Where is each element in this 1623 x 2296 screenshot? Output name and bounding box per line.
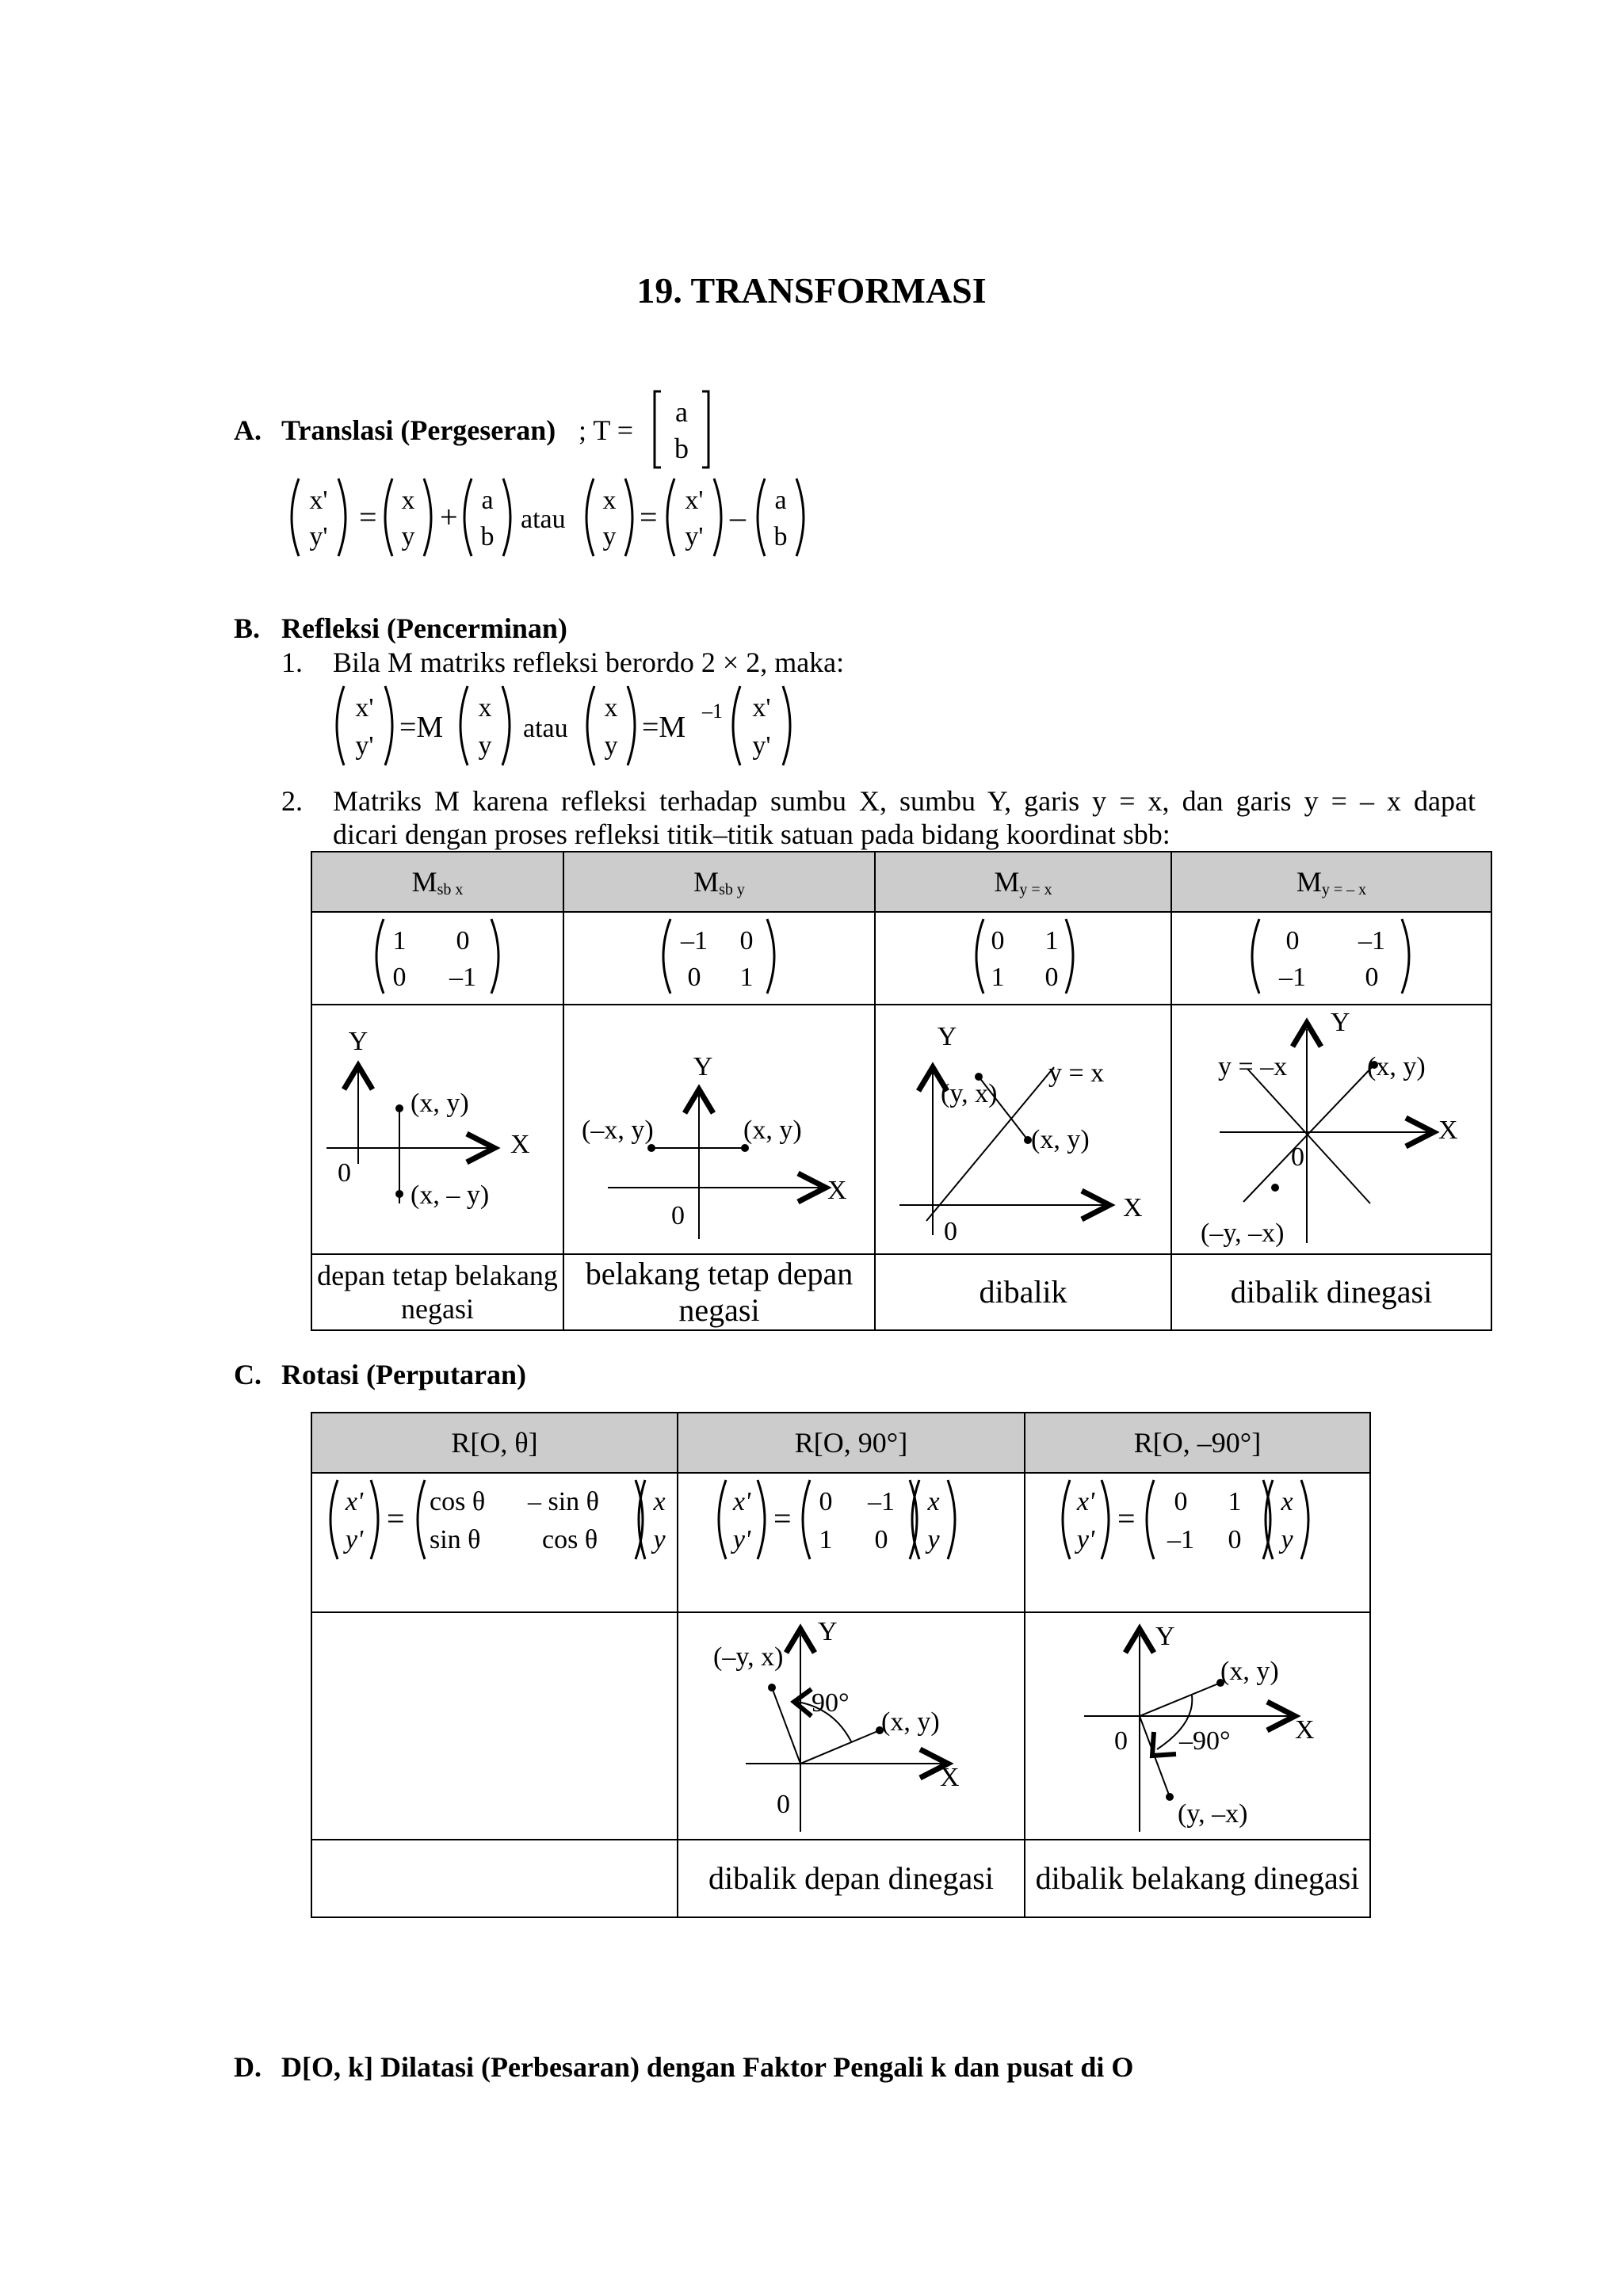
svg-text:y: y (604, 731, 618, 761)
svg-text:y': y' (345, 1525, 364, 1554)
svg-text:0: 0 (687, 963, 701, 992)
svg-text:1: 1 (819, 1525, 833, 1554)
svg-text:0: 0 (1285, 926, 1300, 955)
svg-text:(x, y): (x, y) (411, 1089, 469, 1118)
svg-text:y': y' (685, 522, 704, 551)
svg-text:x: x (1281, 1487, 1293, 1516)
svg-text:x: x (401, 486, 415, 515)
svg-text:cos θ: cos θ (542, 1525, 598, 1554)
svg-text:0: 0 (819, 1487, 833, 1516)
header-msbx: $M_{sb x}$ (311, 852, 563, 912)
caption-msby: belakang tetap depan negasi (563, 1254, 875, 1330)
svg-text:(y, –x): (y, –x) (1178, 1799, 1248, 1829)
svg-text:y: y (653, 1525, 666, 1554)
section-c-label: C. (234, 1359, 262, 1390)
graph-msby (563, 1005, 875, 1254)
svg-text:atau: atau (523, 714, 568, 743)
section-b-label: B. (234, 612, 261, 644)
svg-text:(x, y): (x, y) (1220, 1657, 1279, 1686)
svg-text:0: 0 (1228, 1525, 1242, 1554)
point-x-negy (395, 1190, 403, 1198)
item2-line1: Matriks M karena refleksi terhadap sumbu X, sumbu Y, garis y = x, dan garis y = – x dapat (333, 785, 1476, 817)
svg-text:1: 1 (392, 926, 407, 955)
svg-text:a: a (481, 486, 494, 515)
svg-text:(–x, y): (–x, y) (582, 1116, 654, 1145)
matrix-msbx (311, 912, 563, 1005)
svg-text:=: = (387, 1501, 405, 1536)
rot-matrix-theta (311, 1473, 678, 1612)
svg-text:(x, y): (x, y) (1031, 1125, 1090, 1154)
svg-text:y: y (927, 1525, 940, 1554)
svg-text:x: x (604, 693, 618, 723)
svg-text:b: b (773, 522, 788, 551)
svg-text:=M: =M (642, 711, 686, 744)
svg-text:–90°: –90° (1179, 1726, 1231, 1756)
svg-text:Y: Y (937, 1022, 957, 1051)
svg-text:X: X (1123, 1193, 1143, 1222)
svg-text:1: 1 (739, 963, 754, 992)
section-a-label: A. (234, 414, 262, 446)
svg-text:a: a (774, 486, 787, 515)
rot-matrix-neg90 (1025, 1473, 1370, 1612)
svg-text:(x, y): (x, y) (881, 1707, 940, 1737)
svg-text:(y, x): (y, x) (941, 1079, 998, 1108)
item2-num: 2. (281, 785, 303, 817)
page-title: 19. TRANSFORMASI (636, 270, 987, 311)
svg-text:x': x' (1076, 1487, 1095, 1516)
svg-text:–1: –1 (1358, 926, 1385, 955)
svg-text:=: = (640, 499, 658, 535)
svg-text:x': x' (685, 486, 704, 515)
reflection-formulas (327, 681, 818, 770)
svg-text:x': x' (732, 1487, 751, 1516)
point-xy (741, 1144, 749, 1152)
svg-text:(x, y): (x, y) (1367, 1052, 1426, 1081)
svg-text:y': y' (309, 522, 328, 551)
svg-text:0: 0 (456, 926, 470, 955)
svg-text:atau: atau (521, 505, 566, 534)
svg-text:y': y' (752, 731, 771, 761)
header-myx: $M_{y = x}$ (875, 852, 1171, 912)
rot-matrix-90 (678, 1473, 1025, 1612)
svg-text:x: x (653, 1487, 666, 1516)
rotation-caption-row (311, 1840, 1370, 1917)
svg-text:–1: –1 (702, 700, 723, 723)
svg-text:–1: –1 (681, 926, 708, 955)
svg-text:y: y (602, 522, 617, 551)
section-d-label: D. (234, 2051, 262, 2083)
svg-text:x': x' (752, 693, 771, 723)
svg-text:0: 0 (739, 926, 754, 955)
caption-myx: dibalik (875, 1254, 1171, 1330)
svg-text:0: 0 (777, 1790, 790, 1819)
matrix-msby (563, 912, 875, 1005)
translation-formulas (281, 474, 820, 561)
svg-text:Y: Y (693, 1052, 713, 1081)
svg-text:– sin θ: – sin θ (528, 1487, 599, 1516)
rot-graph-theta-empty (311, 1612, 678, 1840)
svg-text:+: + (440, 499, 458, 535)
rotation-matrix-row (311, 1473, 1370, 1612)
svg-text:X: X (1438, 1116, 1458, 1145)
svg-text:0: 0 (1114, 1726, 1128, 1756)
rot-graph-neg90 (1025, 1612, 1370, 1840)
svg-text:x': x' (345, 1487, 364, 1516)
svg-text:X: X (510, 1130, 530, 1159)
rot-caption-neg90: dibalik belakang dinegasi (1025, 1840, 1370, 1917)
section-c-heading: Rotasi (Perputaran) (281, 1359, 526, 1390)
svg-text:=M: =M (399, 711, 444, 744)
svg-text:0: 0 (338, 1158, 351, 1188)
svg-text:0: 0 (671, 1201, 685, 1230)
svg-text:0: 0 (1174, 1487, 1188, 1516)
rotation-graph-row (311, 1612, 1370, 1840)
point-xy (395, 1104, 403, 1112)
graph-myx (875, 1005, 1171, 1254)
svg-text:–1: –1 (449, 963, 476, 992)
matrix-myx (875, 912, 1171, 1005)
graph-mynx (1171, 1005, 1491, 1254)
svg-text:=: = (359, 499, 377, 535)
svg-text:y': y' (355, 731, 374, 761)
svg-text:Y: Y (818, 1617, 838, 1646)
svg-text:y: y (401, 522, 415, 551)
svg-text:y = x: y = x (1048, 1058, 1105, 1088)
point-negy-negx (1271, 1184, 1279, 1192)
svg-text:b: b (480, 522, 495, 551)
svg-text:X: X (940, 1763, 960, 1792)
svg-text:X: X (1295, 1715, 1315, 1745)
svg-text:0: 0 (1365, 963, 1379, 992)
svg-text:0: 0 (944, 1217, 957, 1246)
svg-text:Y: Y (1331, 1008, 1350, 1037)
svg-text:y: y (478, 731, 492, 761)
svg-text:–1: –1 (868, 1487, 895, 1516)
svg-text:Y: Y (1155, 1622, 1175, 1651)
reflection-table (311, 851, 1492, 1331)
reflection-graph-row (311, 1005, 1491, 1254)
reflection-header-row (311, 852, 1491, 912)
svg-text:y: y (1281, 1525, 1293, 1554)
rot-graph-90 (678, 1612, 1025, 1840)
svg-text:sin θ: sin θ (430, 1525, 481, 1554)
point-y-negx (1166, 1793, 1174, 1801)
svg-text:=: = (1117, 1501, 1136, 1536)
header-rot-90: R[O, 90°] (678, 1413, 1025, 1473)
svg-text:x: x (927, 1487, 940, 1516)
rot-caption-theta (311, 1840, 678, 1917)
t-b: b (674, 433, 689, 464)
header-rot-neg90: R[O, –90°] (1025, 1413, 1370, 1473)
svg-text:1: 1 (1044, 926, 1059, 955)
svg-text:0: 0 (874, 1525, 888, 1554)
reflection-matrix-row (311, 912, 1491, 1005)
header-msby: $M_{sb y}$ (563, 852, 875, 912)
item1-text: Bila M matriks refleksi berordo 2 × 2, maka: (333, 646, 845, 678)
point-negy-x (768, 1684, 776, 1691)
svg-text:X: X (827, 1176, 847, 1205)
caption-msbx: depan tetap belakang negasi (311, 1254, 563, 1330)
t-a: a (675, 396, 688, 428)
svg-text:(–y, x): (–y, x) (713, 1642, 784, 1672)
svg-text:0: 0 (1291, 1142, 1304, 1172)
svg-text:–: – (730, 499, 746, 535)
caption-mynx: dibalik dinegasi (1171, 1254, 1491, 1330)
svg-text:y': y' (732, 1525, 751, 1554)
graph-msbx (311, 1005, 563, 1254)
section-a-heading: Translasi (Pergeseran) (281, 414, 556, 446)
svg-text:–1: –1 (1167, 1525, 1194, 1554)
svg-text:(x, y): (x, y) (743, 1116, 802, 1145)
section-d-heading: D[O, k] Dilatasi (Perbesaran) dengan Faktor Pengali k dan pusat di O (281, 2051, 1134, 2083)
header-rot-theta: R[O, θ] (311, 1413, 678, 1473)
svg-text:y': y' (1076, 1525, 1095, 1554)
rot-caption-90: dibalik depan dinegasi (678, 1840, 1025, 1917)
svg-text:1: 1 (991, 963, 1005, 992)
svg-text:0: 0 (1044, 963, 1059, 992)
svg-text:cos θ: cos θ (430, 1487, 486, 1516)
rotation-header-row (311, 1413, 1370, 1473)
svg-text:(–y, –x): (–y, –x) (1201, 1219, 1285, 1248)
translation-vector (650, 388, 713, 471)
svg-text:90°: 90° (812, 1688, 850, 1718)
svg-text:–1: –1 (1279, 963, 1306, 992)
svg-text:x': x' (355, 693, 374, 723)
svg-text:0: 0 (991, 926, 1005, 955)
rotation-table (311, 1412, 1371, 1918)
svg-text:Y: Y (348, 1027, 369, 1056)
svg-text:(x, – y): (x, – y) (411, 1180, 490, 1210)
svg-text:1: 1 (1228, 1487, 1242, 1516)
item2-line2: dicari dengan proses refleksi titik–titik satuan pada bidang koordinat sbb: (333, 818, 1170, 850)
reflection-caption-row (311, 1254, 1491, 1330)
svg-text:y = –x: y = –x (1218, 1052, 1288, 1081)
section-a-tdef: ; T = (579, 414, 633, 446)
item1-num: 1. (281, 646, 303, 678)
svg-text:0: 0 (392, 963, 407, 992)
svg-text:x': x' (309, 486, 328, 515)
svg-text:x: x (478, 693, 492, 723)
svg-text:x: x (602, 486, 617, 515)
header-mynx: $M_{y = - x}$ (1171, 852, 1491, 912)
matrix-mynx (1171, 912, 1491, 1005)
point-negx-y (647, 1144, 655, 1152)
section-b-heading: Refleksi (Pencerminan) (281, 612, 567, 644)
svg-text:=: = (773, 1501, 792, 1536)
